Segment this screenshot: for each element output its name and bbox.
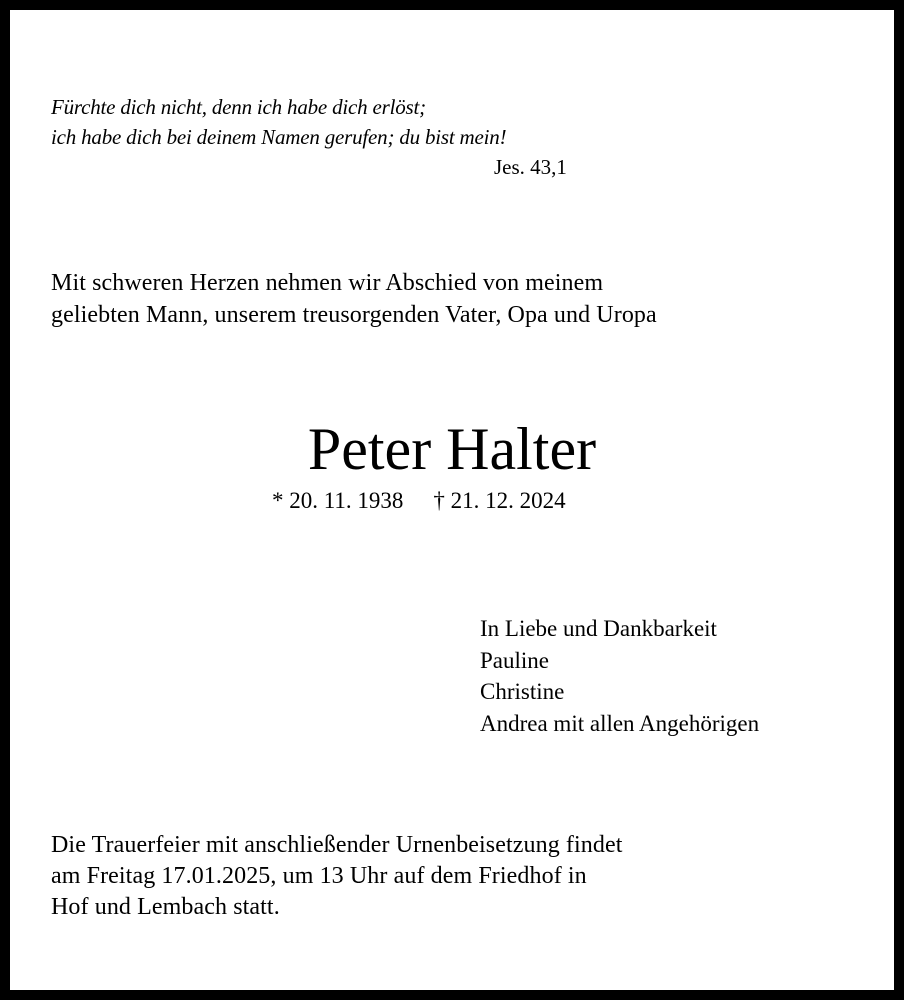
verse-line: Fürchte dich nicht, denn ich habe dich erlöst; [51,95,426,119]
mourner-name: Christine [480,679,565,704]
deceased-name: Peter Halter [307,416,597,482]
mourners-heading: In Liebe und Dankbarkeit [480,616,717,641]
funeral-line: Hof und Lembach statt. [51,894,280,920]
verse-reference: Jes. 43,1 [494,155,567,179]
funeral-line: am Freitag 17.01.2025, um 13 Uhr auf dem Friedhof in [51,863,587,889]
mourner-name: Pauline [480,647,549,673]
life-dates [272,486,566,516]
farewell-text [51,267,657,331]
bible-verse [51,92,506,152]
death-date: † 21. 12. 2024 [433,488,566,513]
funeral-details [51,830,623,923]
farewell-line: Mit schweren Herzen nehmen wir Abschied von meinem [51,270,604,296]
mourner-name: Andrea mit allen Angehörigen [480,710,760,736]
birth-date: * 20. 11. 1938 [272,488,404,513]
mourners-block [480,613,759,739]
verse-line: ich habe dich bei deinem Namen gerufen; du bist mein! [51,125,507,149]
farewell-line: geliebten Mann, unserem treusorgenden Vater, Opa und Uropa [51,302,657,328]
funeral-line: Die Trauerfeier mit anschließender Urnenbeisetzung findet [51,832,623,858]
